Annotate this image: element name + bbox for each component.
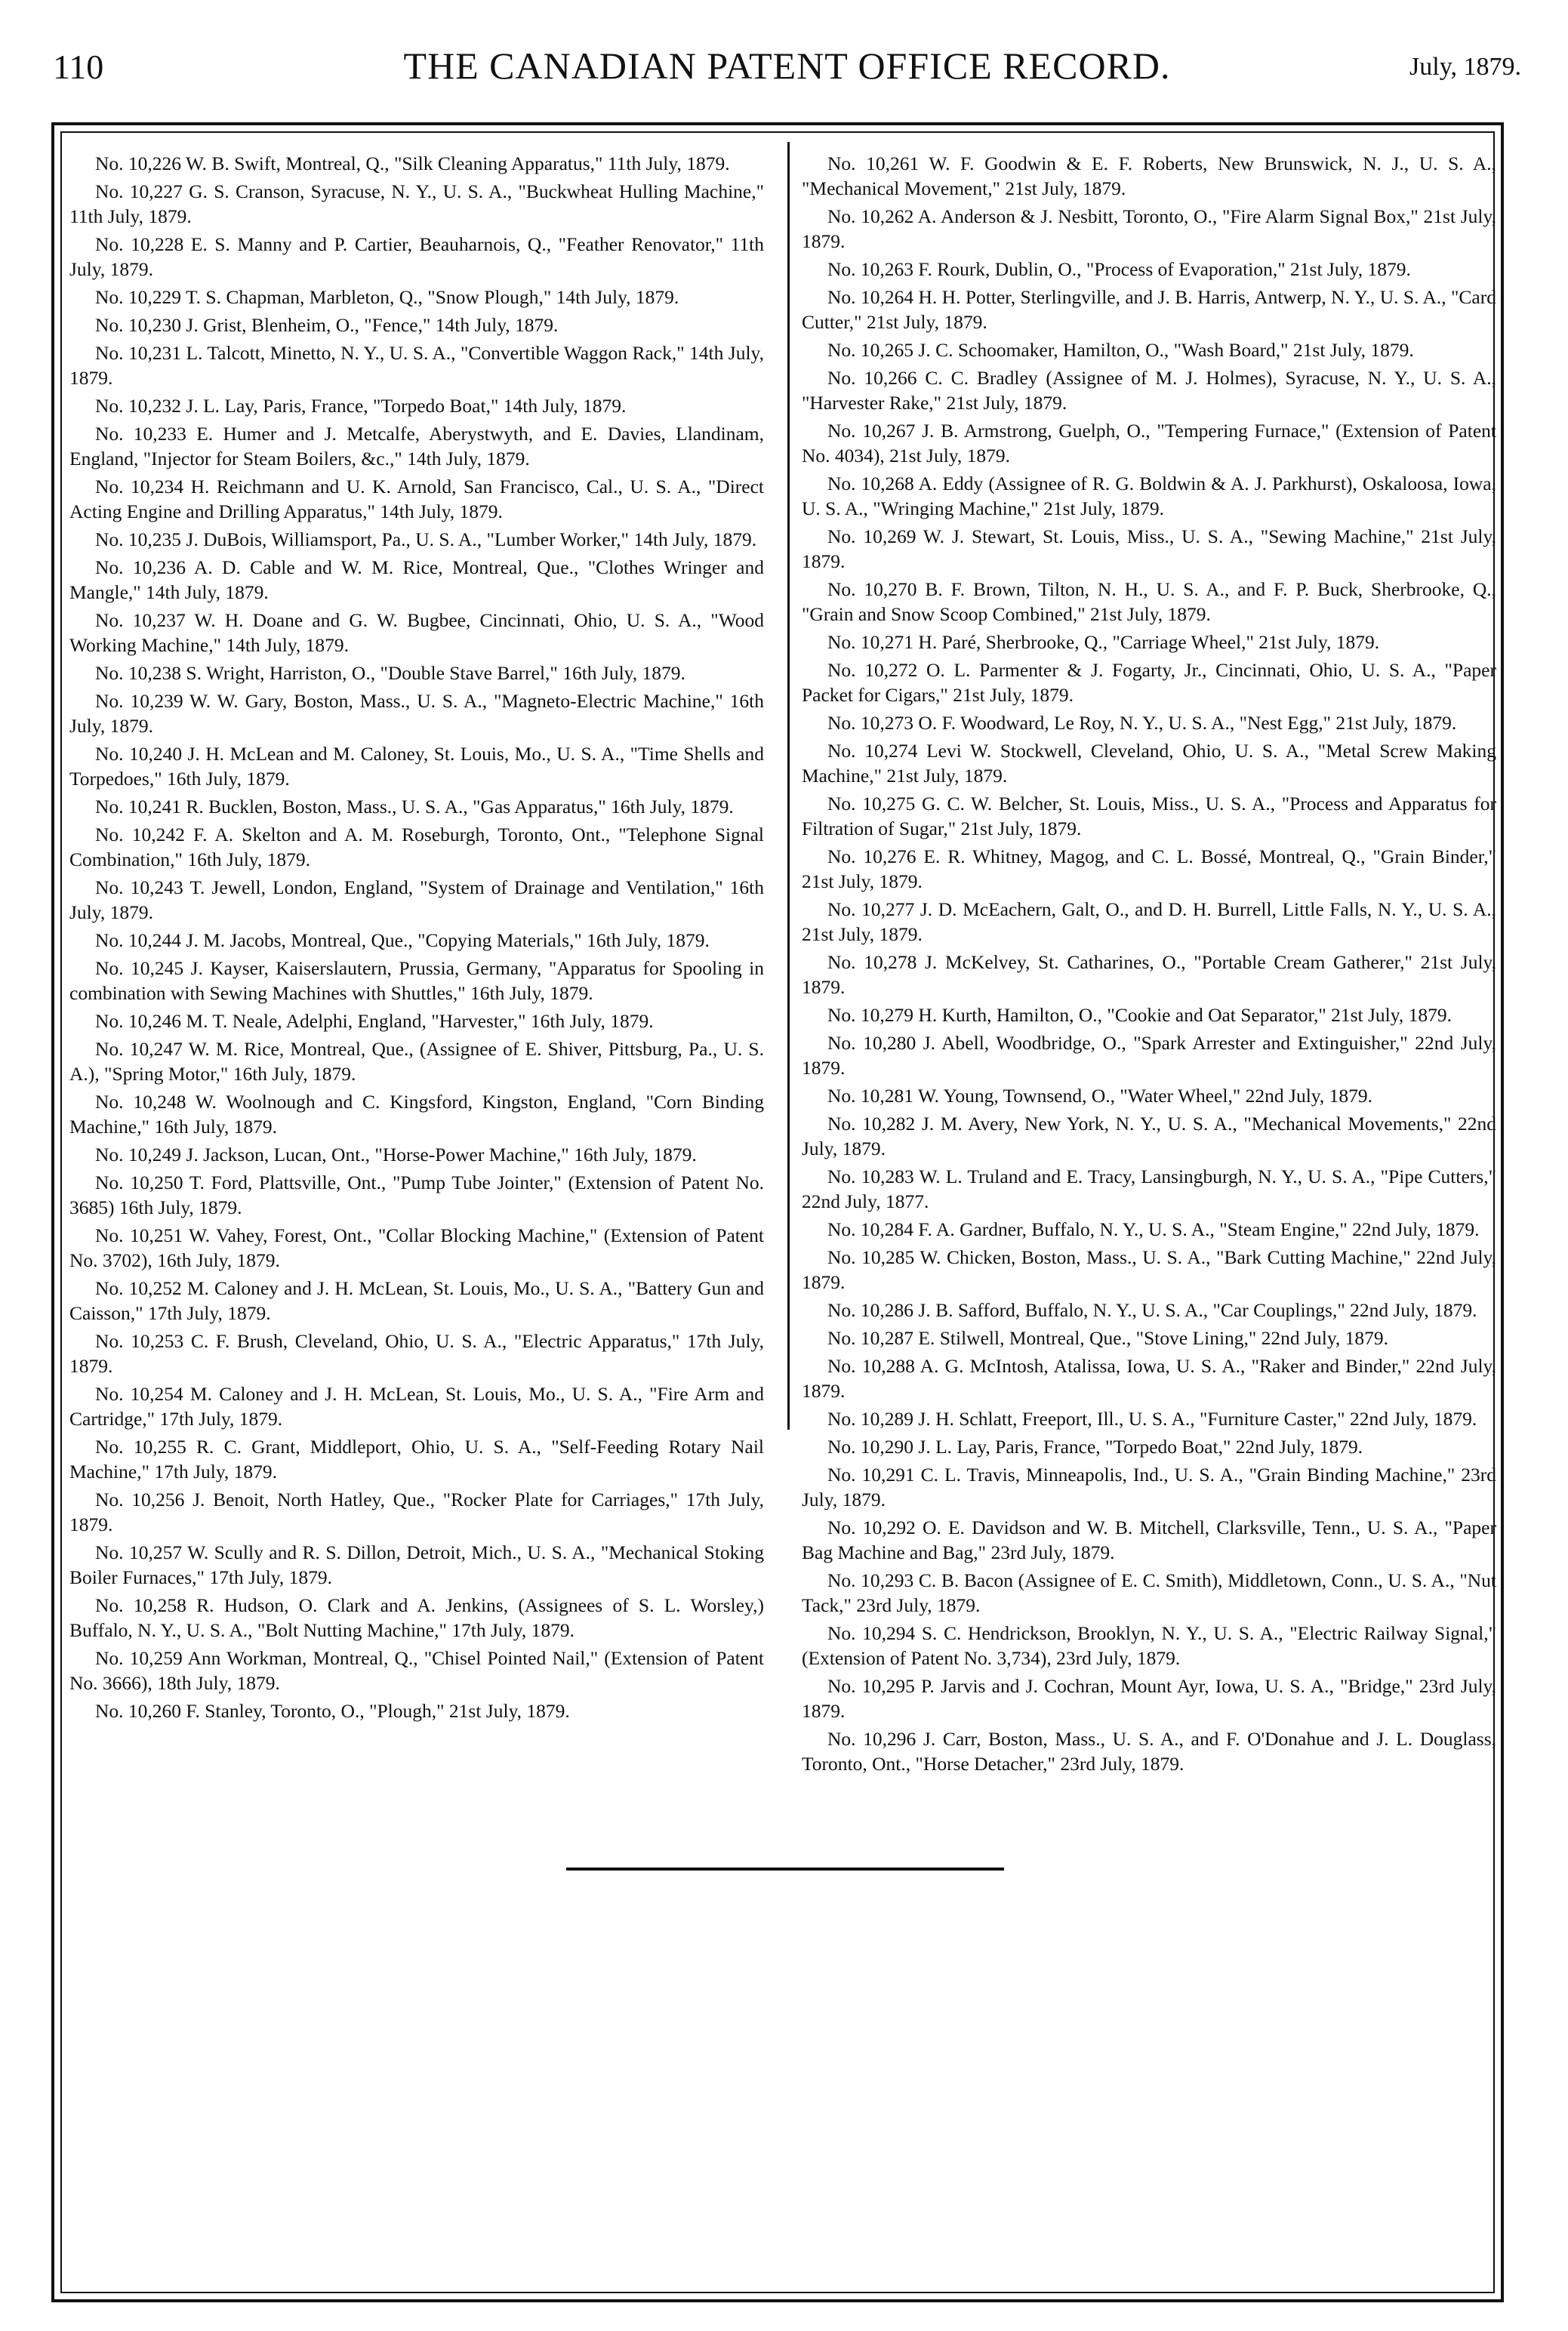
patent-entry: No. 10,239 W. W. Gary, Boston, Mass., U. S. A., "Magneto-Electric Machine," 16th July, 1879. <box>69 690 764 737</box>
patent-entry: No. 10,260 F. Stanley, Toronto, O., "Plough," 21st July, 1879. <box>95 1700 570 1722</box>
column-divider <box>787 142 790 1430</box>
patent-entry: No. 10,257 W. Scully and R. S. Dillon, Detroit, Mich., U. S. A., "Mechanical Stoking Boiler Furnaces," 17th July, 1879. <box>69 1541 764 1588</box>
patent-entry: No. 10,267 J. B. Armstrong, Guelph, O., "Tempering Furnace," (Extension of Patent No. 4034), 21st July, 1879. <box>802 420 1496 467</box>
patent-entry: No. 10,231 L. Talcott, Minetto, N. Y., U. S. A., "Convertible Waggon Rack," 14th July, 1879. <box>69 342 764 389</box>
patent-entry: No. 10,277 J. D. McEachern, Galt, O., and D. H. Burrell, Little Falls, N. Y., U. S. A., 21st July, 1879. <box>802 898 1496 945</box>
patent-entry: No. 10,288 A. G. McIntosh, Atalissa, Iowa, U. S. A., "Raker and Binder," 22nd July, 1879. <box>802 1355 1496 1402</box>
patent-entry: No. 10,275 G. C. W. Belcher, St. Louis, Miss., U. S. A., "Process and Apparatus for Filtration of Sugar," 21st July, 1879. <box>802 793 1496 839</box>
publication-title: THE CANADIAN PATENT OFFICE RECORD. <box>403 45 1171 87</box>
patent-entry: No. 10,232 J. L. Lay, Paris, France, "Torpedo Boat," 14th July, 1879. <box>95 395 627 417</box>
patent-entry: No. 10,284 F. A. Gardner, Buffalo, N. Y., U. S. A., "Steam Engine," 22nd July, 1879. <box>827 1218 1480 1240</box>
patent-entry: No. 10,227 G. S. Cranson, Syracuse, N. Y., U. S. A., "Buckwheat Hulling Machine," 11th July, 1879. <box>69 180 764 227</box>
patent-entry: No. 10,282 J. M. Avery, New York, N. Y., U. S. A., "Mechanical Movements," 22nd July, 1879. <box>802 1113 1496 1159</box>
patent-entry: No. 10,244 J. M. Jacobs, Montreal, Que., "Copying Materials," 16th July, 1879. <box>95 929 710 951</box>
patent-entry: No. 10,255 R. C. Grant, Middleport, Ohio, U. S. A., "Self-Feeding Rotary Nail Machine," 17th July, 1879. <box>69 1436 764 1483</box>
patent-entry: No. 10,289 J. H. Schlatt, Freeport, Ill., U. S. A., "Furniture Caster," 22nd July, 1879. <box>827 1408 1477 1430</box>
patent-entry: No. 10,268 A. Eddy (Assignee of R. G. Boldwin & A. J. Parkhurst), Oskaloosa, Iowa, U. S. A., "Wringing Machine," 21st July, 1879. <box>802 473 1496 519</box>
patent-entry: No. 10,246 M. T. Neale, Adelphi, England, "Harvester," 16th July, 1879. <box>95 1010 654 1032</box>
left-column <box>69 151 764 1726</box>
patent-entry: No. 10,228 E. S. Manny and P. Cartier, Beauharnois, Q., "Feather Renovator," 11th July, 1879. <box>69 233 764 280</box>
patent-entry: No. 10,252 M. Caloney and J. H. McLean, St. Louis, Mo., U. S. A., "Battery Gun and Caisson," 17th July, 1879. <box>69 1277 764 1324</box>
patent-entry: No. 10,234 H. Reichmann and U. K. Arnold, San Francisco, Cal., U. S. A., "Direct Acting Engine and Drilling Apparatus," 14th July, 1879. <box>69 476 764 522</box>
patent-entry: No. 10,283 W. L. Truland and E. Tracy, Lansingburgh, N. Y., U. S. A., "Pipe Cutters," 22nd July, 1877. <box>802 1166 1496 1212</box>
patent-entry: No. 10,229 T. S. Chapman, Marbleton, Q., "Snow Plough," 14th July, 1879. <box>95 286 679 308</box>
patent-entry: No. 10,278 J. McKelvey, St. Catharines, O., "Portable Cream Gatherer," 21st July, 1879. <box>802 951 1496 998</box>
patent-entry: No. 10,245 J. Kayser, Kaiserslautern, Prussia, Germany, "Apparatus for Spooling in combination with Sewing Machines with Shuttles," 16th July, 1879. <box>69 957 764 1004</box>
patent-entry: No. 10,286 J. B. Safford, Buffalo, N. Y., U. S. A., "Car Couplings," 22nd July, 1879. <box>827 1299 1477 1321</box>
patent-entry: No. 10,259 Ann Workman, Montreal, Q., "Chisel Pointed Nail," (Extension of Patent No. 3666), 18th July, 1879. <box>69 1647 764 1694</box>
patent-entry: No. 10,296 J. Carr, Boston, Mass., U. S. A., and F. O'Donahue and J. L. Douglass, Toronto, Ont., "Horse Detacher," 23rd July, 1879. <box>802 1728 1496 1775</box>
patent-entry: No. 10,251 W. Vahey, Forest, Ont., "Collar Blocking Machine," (Extension of Patent No. 3702), 16th July, 1879. <box>69 1224 764 1271</box>
patent-entry: No. 10,263 F. Rourk, Dublin, O., "Process of Evaporation," 21st July, 1879. <box>827 258 1411 280</box>
patent-entry: No. 10,226 W. B. Swift, Montreal, Q., "Silk Cleaning Apparatus," 11th July, 1879. <box>95 152 730 174</box>
patent-entry: No. 10,293 C. B. Bacon (Assignee of E. C. Smith), Middletown, Conn., U. S. A., "Nut Tack," 23rd July, 1879. <box>802 1569 1496 1616</box>
patent-entry: No. 10,242 F. A. Skelton and A. M. Roseburgh, Toronto, Ont., "Telephone Signal Combination," 16th July, 1879. <box>69 824 764 870</box>
patent-entry: No. 10,258 R. Hudson, O. Clark and A. Jenkins, (Assignees of S. L. Worsley,) Buffalo, N. Y., U. S. A., "Bolt Nutting Machine," 17th July, 1879. <box>69 1594 764 1641</box>
patent-entry: No. 10,256 J. Benoit, North Hatley, Que., "Rocker Plate for Carriages," 17th July, 1879. <box>69 1489 764 1535</box>
page-header <box>53 47 1521 107</box>
patent-entry: No. 10,274 Levi W. Stockwell, Cleveland, Ohio, U. S. A., "Metal Screw Making Machine," 21st July, 1879. <box>802 740 1496 787</box>
patent-entry: No. 10,271 H. Paré, Sherbrooke, Q., "Carriage Wheel," 21st July, 1879. <box>827 631 1380 653</box>
patent-entry: No. 10,261 W. F. Goodwin & E. F. Roberts, New Brunswick, N. J., U. S. A., "Mechanical Movement," 21st July, 1879. <box>802 152 1496 199</box>
patent-entry: No. 10,240 J. H. McLean and M. Caloney, St. Louis, Mo., U. S. A., "Time Shells and Torpedoes," 16th July, 1879. <box>69 743 764 790</box>
right-column <box>802 151 1496 1779</box>
patent-entry: No. 10,266 C. C. Bradley (Assignee of M. J. Holmes), Syracuse, N. Y., U. S. A., "Harvester Rake," 21st July, 1879. <box>802 367 1496 414</box>
patent-entry: No. 10,290 J. L. Lay, Paris, France, "Torpedo Boat," 22nd July, 1879. <box>827 1436 1363 1458</box>
patent-entry: No. 10,243 T. Jewell, London, England, "System of Drainage and Ventilation," 16th July, 1879. <box>69 876 764 923</box>
patent-entry: No. 10,270 B. F. Brown, Tilton, N. H., U. S. A., and F. P. Buck, Sherbrooke, Q., "Grain and Snow Scoop Combined," 21st July, 1879. <box>802 578 1496 625</box>
patent-entry: No. 10,236 A. D. Cable and W. M. Rice, Montreal, Que., "Clothes Wringer and Mangle," 14th July, 1879. <box>69 556 764 603</box>
page-number: 110 <box>53 48 104 86</box>
patent-entry: No. 10,281 W. Young, Townsend, O., "Water Wheel," 22nd July, 1879. <box>827 1085 1372 1107</box>
patent-entry: No. 10,241 R. Bucklen, Boston, Mass., U. S. A., "Gas Apparatus," 16th July, 1879. <box>95 796 734 818</box>
patent-entry: No. 10,264 H. H. Potter, Sterlingville, and J. B. Harris, Antwerp, N. Y., U. S. A., "Card Cutter," 21st July, 1879. <box>802 286 1496 333</box>
patent-entry: No. 10,249 J. Jackson, Lucan, Ont., "Horse-Power Machine," 16th July, 1879. <box>95 1144 697 1166</box>
patent-entry: No. 10,294 S. C. Hendrickson, Brooklyn, N. Y., U. S. A., "Electric Railway Signal," (Extension of Patent No. 3,734), 23rd July, 1879. <box>802 1622 1496 1669</box>
end-rule <box>566 1868 1004 1871</box>
patent-entry: No. 10,248 W. Woolnough and C. Kingsford, Kingston, England, "Corn Binding Machine," 16th July, 1879. <box>69 1091 764 1138</box>
patent-entry: No. 10,253 C. F. Brush, Cleveland, Ohio, U. S. A., "Electric Apparatus," 17th July, 1879. <box>69 1330 764 1377</box>
patent-entry: No. 10,287 E. Stilwell, Montreal, Que., "Stove Lining," 22nd July, 1879. <box>827 1327 1389 1349</box>
issue-date: July, 1879. <box>1409 53 1521 81</box>
patent-entry: No. 10,269 W. J. Stewart, St. Louis, Miss., U. S. A., "Sewing Machine," 21st July, 1879. <box>802 525 1496 572</box>
patent-entry: No. 10,273 O. F. Woodward, Le Roy, N. Y., U. S. A., "Nest Egg," 21st July, 1879. <box>827 712 1457 734</box>
patent-entry: No. 10,285 W. Chicken, Boston, Mass., U. S. A., "Bark Cutting Machine," 22nd July, 1879. <box>802 1246 1496 1293</box>
patent-entry: No. 10,279 H. Kurth, Hamilton, O., "Cookie and Oat Separator," 21st July, 1879. <box>827 1004 1452 1026</box>
patent-entry: No. 10,280 J. Abell, Woodbridge, O., "Spark Arrester and Extinguisher," 22nd July, 1879. <box>802 1032 1496 1079</box>
patent-entry: No. 10,254 M. Caloney and J. H. McLean, St. Louis, Mo., U. S. A., "Fire Arm and Cartridge," 17th July, 1879. <box>69 1383 764 1430</box>
patent-entry: No. 10,238 S. Wright, Harriston, O., "Double Stave Barrel," 16th July, 1879. <box>95 662 685 684</box>
patent-entry: No. 10,247 W. M. Rice, Montreal, Que., (Assignee of E. Shiver, Pittsburg, Pa., U. S. A.), "Spring Motor," 16th July, 1879. <box>69 1038 764 1085</box>
patent-entry: No. 10,230 J. Grist, Blenheim, O., "Fence," 14th July, 1879. <box>95 314 559 336</box>
patent-entry: No. 10,272 O. L. Parmenter & J. Fogarty, Jr., Cincinnati, Ohio, U. S. A., "Paper Packet for Cigars," 21st July, 1879. <box>802 659 1496 706</box>
patent-entry: No. 10,250 T. Ford, Plattsville, Ont., "Pump Tube Jointer," (Extension of Patent No. 3685) 16th July, 1879. <box>69 1172 764 1218</box>
patent-entry: No. 10,237 W. H. Doane and G. W. Bugbee, Cincinnati, Ohio, U. S. A., "Wood Working Machine," 14th July, 1879. <box>69 609 764 656</box>
patent-entry: No. 10,276 E. R. Whitney, Magog, and C. L. Bossé, Montreal, Q., "Grain Binder," 21st July, 1879. <box>802 845 1496 892</box>
patent-entry: No. 10,265 J. C. Schoomaker, Hamilton, O., "Wash Board," 21st July, 1879. <box>827 339 1414 361</box>
patent-entry: No. 10,295 P. Jarvis and J. Cochran, Mount Ayr, Iowa, U. S. A., "Bridge," 23rd July, 1879. <box>802 1675 1496 1722</box>
patent-entry: No. 10,292 O. E. Davidson and W. B. Mitchell, Clarksville, Tenn., U. S. A., "Paper Bag Machine and Bag," 23rd July, 1879. <box>802 1517 1496 1563</box>
patent-entry: No. 10,235 J. DuBois, Williamsport, Pa., U. S. A., "Lumber Worker," 14th July, 1879. <box>95 528 757 550</box>
patent-entry: No. 10,262 A. Anderson & J. Nesbitt, Toronto, O., "Fire Alarm Signal Box," 21st July, 1879. <box>802 205 1496 252</box>
patent-entry: No. 10,233 E. Humer and J. Metcalfe, Aberystwyth, and E. Davies, Llandinam, England, "Injector for Steam Boilers, &c.," 14th July, 1879. <box>69 423 764 470</box>
patent-entry: No. 10,291 C. L. Travis, Minneapolis, Ind., U. S. A., "Grain Binding Machine," 23rd July, 1879. <box>802 1464 1496 1510</box>
